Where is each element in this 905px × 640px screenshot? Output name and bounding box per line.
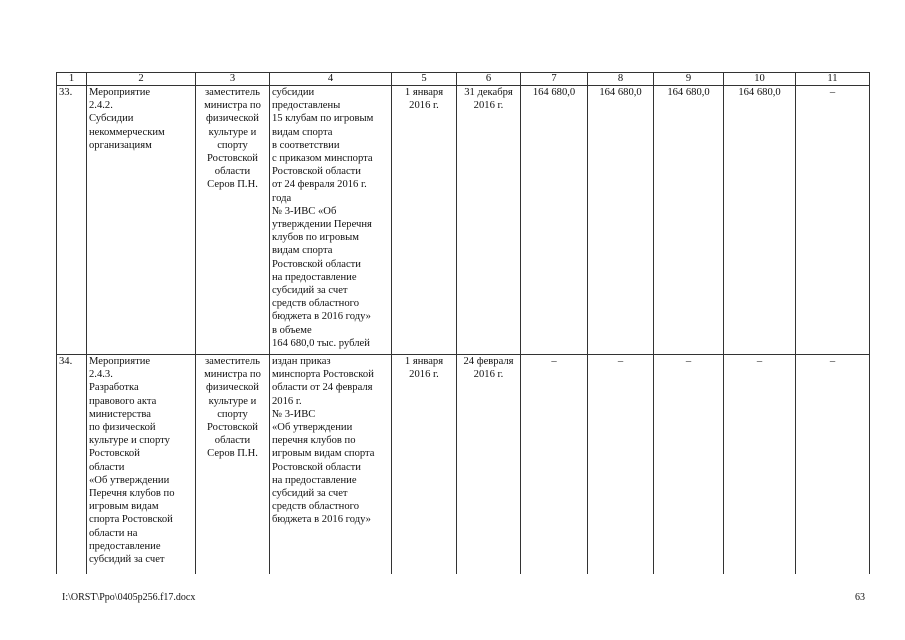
table-row [57, 355, 870, 575]
row-number: 34. [57, 355, 87, 575]
file-path: I:\ORST\Ppo\0405p256.f17.docx [62, 592, 196, 603]
amount-cell: 164 680,0 [588, 86, 654, 355]
start-date: 1 января 2016 г. [392, 355, 457, 575]
column-number-row [57, 73, 870, 86]
column-number: 10 [724, 73, 796, 86]
column-number: 7 [521, 73, 588, 86]
table-row [57, 86, 870, 355]
amount-cell: – [654, 355, 724, 575]
plan-table [56, 72, 870, 574]
column-number: 6 [457, 73, 521, 86]
end-date: 31 декабря 2016 г. [457, 86, 521, 355]
column-number: 8 [588, 73, 654, 86]
responsible-person: заместитель министра по физической культуре и спорту Ростовской области Серов П.Н. [196, 86, 270, 355]
expected-result: издан приказ минспорта Ростовской области от 24 февраля 2016 г. № 3-ИВС «Об утверждении перечня клубов по игровым видам спорта Ростовской области на предоставление субсидий за счет средств областного бюджета в 2016 году» [270, 355, 392, 575]
amount-cell: 164 680,0 [724, 86, 796, 355]
amount-cell: – [521, 355, 588, 575]
responsible-person: заместитель министра по физической культуре и спорту Ростовской области Серов П.Н. [196, 355, 270, 575]
event-name: Мероприятие 2.4.3. Разработка правового акта министерства по физической культуре и спорту Ростовской области «Об утверждении Перечня клубов по игровым видам спорта Ростовской области на предоставление субсидий за счет [87, 355, 196, 575]
amount-cell: – [796, 86, 870, 355]
column-number: 1 [57, 73, 87, 86]
column-number: 3 [196, 73, 270, 86]
amount-cell: – [588, 355, 654, 575]
column-number: 2 [87, 73, 196, 86]
event-name: Мероприятие 2.4.2. Субсидии некоммерческим организациям [87, 86, 196, 355]
amount-cell: – [796, 355, 870, 575]
amount-cell: 164 680,0 [654, 86, 724, 355]
column-number: 5 [392, 73, 457, 86]
end-date: 24 февраля 2016 г. [457, 355, 521, 575]
page-number: 63 [855, 592, 865, 603]
row-number: 33. [57, 86, 87, 355]
amount-cell: 164 680,0 [521, 86, 588, 355]
expected-result: субсидии предоставлены 15 клубам по игровым видам спорта в соответствии с приказом минспорта Ростовской области от 24 февраля 2016 г. года № 3-ИВС «Об утверждении Перечня клубов по игровым видам спорта Ростовской области на предоставление субсидий за счет средств областного бюджета в 2016 году» в объеме 164 680,0 тыс. рублей [270, 86, 392, 355]
column-number: 11 [796, 73, 870, 86]
column-number: 9 [654, 73, 724, 86]
column-number: 4 [270, 73, 392, 86]
start-date: 1 января 2016 г. [392, 86, 457, 355]
amount-cell: – [724, 355, 796, 575]
